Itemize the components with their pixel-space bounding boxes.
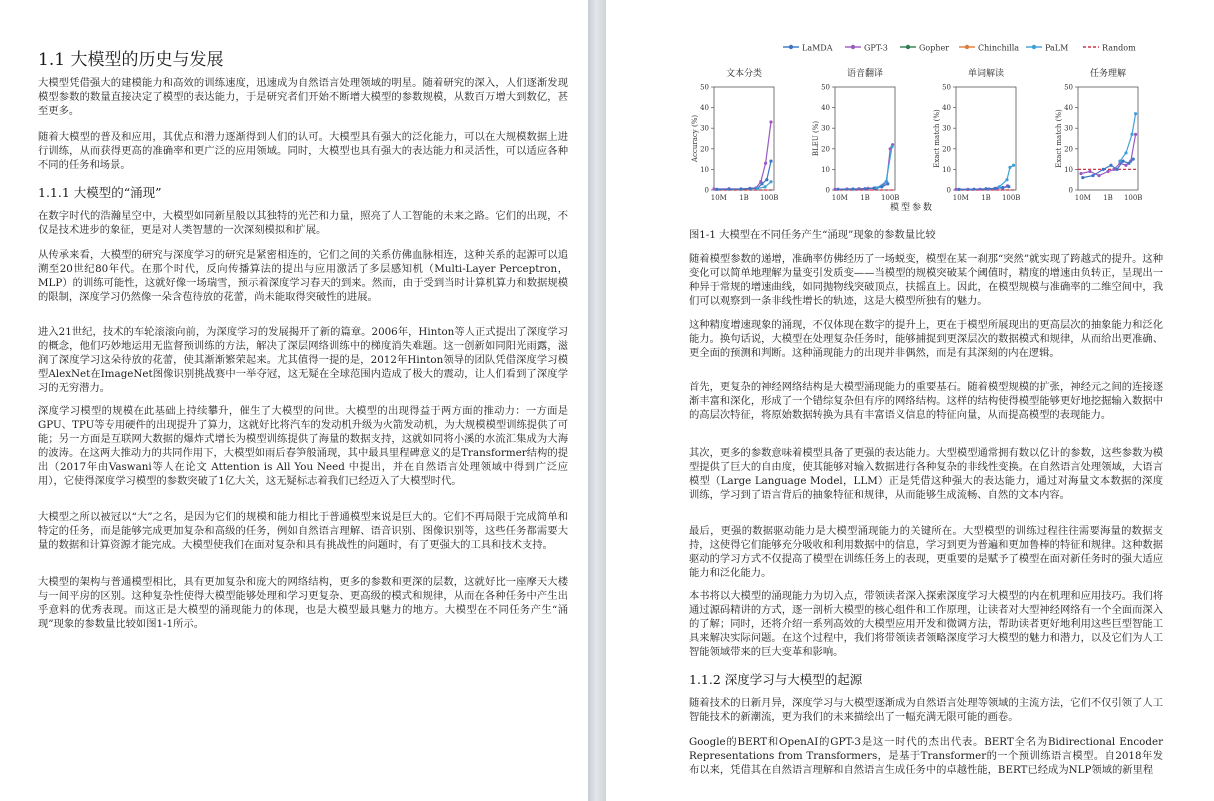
panel-3-gpt3-point (954, 188, 957, 191)
legend-marker-gpt-3 (851, 45, 855, 49)
body-paragraph-6: 大模型的架构与普通模型相比，具有更加复杂和庞大的网络结构，更多的参数和更深的层数，这就好比一座摩天大楼与一间平房的区别。这种复杂性使得大模型能够处理和学习更复杂、更高级的模式和规律，从而在各种任务中产生出乎意料的优秀表现。而这正是大模型的涌现能力的体现，也是大模型最具魅力的地方。大模型在不同任务产生“涌现”现象的参数量比较如图1-1所示。 (38, 576, 568, 630)
panel-3-palm-line (999, 165, 1013, 187)
panel-3-ytick-label: 0 (946, 186, 951, 195)
panel-1-lamda-point (748, 187, 751, 190)
panel-4-gpt3-point (1079, 172, 1082, 175)
panel-3-palm-point (1005, 178, 1008, 181)
right-paragraph-4: 其次，更多的参数意味着模型具备了更强的表达能力。大型模型通常拥有数以亿计的参数，这些参数为模型提供了巨大的自由度，使其能够对输入数据进行各种复杂的非线性变换。在自然语言处理领域，大语言模型（Large Language Model，LLM）正是凭借这种强大的表达能力，通过对海量文本数据的深度训练，学习到了语言背后的抽象特征和规律，从而能够生成流畅、自然的文本内容。 (689, 447, 1163, 501)
panel-1-gpt3-point (712, 187, 715, 190)
legend-label-palm: PaLM (1045, 43, 1069, 53)
panel-4-gpt3-point (1097, 174, 1100, 177)
panel-2-lamda-point (836, 188, 839, 191)
panel-1-ytick-label: 50 (700, 83, 709, 92)
panel-1-lamda-point (739, 187, 742, 190)
panel-3-ylabel: Exact match (%) (933, 109, 941, 168)
panel-2-xtick-label: 10M (831, 194, 848, 202)
panel-1-ytick-label: 30 (700, 124, 709, 133)
legend-label-gpt-3: GPT-3 (864, 43, 888, 53)
panel-1-lamda-point (760, 182, 763, 185)
panel-4-palm-point (1130, 133, 1133, 136)
panel-4-lamda-point (1081, 176, 1084, 179)
panel-1-gpt3-line (714, 122, 771, 189)
panel-3-frame (956, 87, 1016, 190)
panel-3-lamda-point (957, 188, 960, 191)
panel-2-ytick-label: 20 (821, 145, 830, 154)
emergence-chart (682, 30, 1182, 222)
left-page (0, 0, 588, 801)
panel-4-lamda-point (1121, 160, 1124, 163)
legend-marker-gopher (906, 45, 910, 49)
panel-1-palm-point (756, 187, 759, 190)
panel-1-palm-point (769, 180, 772, 183)
panel-4-ylabel: Exact match (%) (1055, 109, 1063, 168)
panel-1-title: 文本分类 (725, 69, 763, 79)
figure-caption: 图1-1 大模型在不同任务产生“涌现”现象的参数量比较 (689, 229, 936, 241)
legend-label-random: Random (1102, 43, 1136, 53)
panel-2-title: 语音翻译 (846, 69, 884, 79)
panel-1-xtick-label: 1B (739, 194, 749, 202)
legend-marker-lamda (789, 45, 793, 49)
body-paragraph-1: 在数字时代的浩瀚星空中，大模型如同新星般以其独特的光芒和力量，照亮了人工智能的未来之路。它们的出现，不仅是技术进步的象征，更是对人类智慧的一次深刻模拟和扩展。 (38, 210, 568, 236)
panel-4-lamda-point (1132, 158, 1135, 161)
panel-2-gpt3-point (833, 188, 836, 191)
panel-4-xtick-label: 100B (1123, 194, 1143, 202)
panel-2-lamda-point (851, 187, 854, 190)
panel-4-palm-point (1134, 112, 1137, 115)
legend-marker-palm (1032, 45, 1036, 49)
panel-4-frame (1078, 87, 1138, 190)
panel-3-xtick-label: 10M (952, 194, 969, 202)
panel-3-lamda-point (984, 187, 987, 190)
body-paragraph-3: 进入21世纪，技术的车轮滚滚向前，为深度学习的发展揭开了新的篇章。2006年，Hinton等人正式提出了深度学习的概念，他们巧妙地运用无监督预训练的方法，解决了深层网络训练中的梯度消失难题。这一创新如同阳光雨露，滋润了深度学习这朵待放的花蕾，使其渐渐繁荣起来。尤其值得一提的是，2012年Hinton领导的团队凭借深度学习模型AlexNet在ImageNet图像识别挑战赛中一举夺冠，这无疑在全球范围内造成了极大的震动，让人们看到了深度学习的无穷潜力。 (38, 326, 568, 394)
panel-3-palm-point (998, 185, 1001, 188)
right-paragraph-8: Google的BERT和OpenAI的GPT-3是这一时代的杰出代表。BERT全名为Bidirectional Encoder Representations from Transformers，是基于Transformer的一个预训练语言模型。自2018年发布以来，凭借其在自然语言理解和自然语言生成任务中的卓越性能，BERT已经成为NLP领域的新里程 (689, 736, 1163, 776)
right-paragraph-6: 本书将以大模型的涌现能力为切入点，带领读者深入探索深度学习大模型的内在机理和应用技巧。我们将通过源码精讲的方式，逐一剖析大模型的核心组件和工作原理，让读者对大型神经网络有一个全面而深入的了解；同时，还将介绍一系列高效的大模型应用开发和微调方法，帮助读者更好地利用这些巨型智能工具来解决实际问题。在这个过程中，我们将带领读者领略深度学习大模型的魅力和潜力，以及它们为人工智能领域带来的巨大变革和影响。 (689, 590, 1163, 658)
panel-3-xtick-label: 1B (981, 194, 991, 202)
panel-4-gpt3-point (1088, 170, 1091, 173)
panel-3-palm-point (1008, 166, 1011, 169)
panel-4-ytick-label: 30 (1064, 124, 1073, 133)
panel-2-palm-point (875, 186, 878, 189)
panel-4-gpt3-point (1124, 164, 1127, 167)
panel-1-lamda-point (765, 178, 768, 181)
intro-paragraph-1: 大模型凭借强大的建模能力和高效的训练速度，迅速成为自然语言处理领域的明星。随着研究的深入，人们逐渐发现模型参数的数量直接决定了模型的表达能力，于是研究者们开始不断增大模型的参数规模，从数百万增大到数亿，甚至更多。 (38, 77, 568, 117)
subsection-title-emergence: 1.1.1 大模型的“涌现” (38, 185, 162, 200)
panel-4-gpt3-point (1106, 170, 1109, 173)
panel-3-lamda-point (1007, 185, 1010, 188)
panel-2-ytick-label: 50 (821, 83, 830, 92)
right-page (606, 0, 1214, 801)
panel-4-ytick-label: 0 (1068, 186, 1073, 195)
panel-1-palm-point (763, 185, 766, 188)
body-paragraph-2: 从传承来看，大模型的研究与深度学习的研究是紧密相连的，它们之间的关系仿佛血脉相连，这种关系的起源可以追溯至20世纪80年代。在那个时代，反向传播算法的提出与应用激活了多层感知机（Multi-Layer Perceptron，MLP）的训练可能性，这就好像一场瑞雪，预示着深度学习春天的到来。然而，由于受到当时计算机算力和数据规模的限制，深度学习仍然像一朵含苞待放的花蕾，尚未能取得突破性的进展。 (38, 249, 568, 303)
legend-label-lamda: LaMDA (802, 43, 833, 53)
panel-1-ytick-label: 10 (700, 165, 709, 174)
panel-3-palm-point (1012, 164, 1015, 167)
panel-4-palm-line (1120, 114, 1136, 161)
panel-4-palm-point (1118, 160, 1121, 163)
panel-4-lamda-point (1127, 162, 1130, 165)
panel-3-ytick-label: 40 (942, 104, 951, 113)
chart-xlabel: 模型参数 (889, 203, 935, 213)
panel-1-ylabel: Accuracy (%) (691, 114, 699, 163)
panel-4-lamda-point (1102, 168, 1105, 171)
panel-1-frame (714, 87, 774, 190)
panel-2-ytick-label: 0 (825, 186, 830, 195)
right-paragraph-2: 这种精度增速现象的涌现，不仅体现在数字的提升上，更在于模型所展现出的更高层次的抽象能力和泛化能力。换句话说，大模型在处理复杂任务时，能够捕捉到更深层次的数据模式和规律，从而给出更准确、更全面的预测和判断。这种涌现能力的出现并非偶然，而是有其深刻的内在逻辑。 (689, 319, 1163, 359)
panel-4-lamda-point (1109, 164, 1112, 167)
panel-4-lamda-line (1083, 159, 1133, 178)
panel-1-lamda-point (769, 160, 772, 163)
panel-2-ytick-label: 30 (821, 124, 830, 133)
panel-4-xtick-label: 10M (1074, 194, 1091, 202)
body-paragraph-4: 深度学习模型的规模在此基础上持续攀升，催生了大模型的问世。大模型的出现得益于两方面的推动力：一方面是GPU、TPU等专用硬件的出现提升了算力，这就好比将汽车的发动机升级为火箭发动机，为大规模模型训练提供了可能；另一方面是互联网大数据的爆炸式增长为模型训练提供了海量的数据支持，这就如同将小溪的水流汇集成为大海的波涛。在这两大推动力的共同作用下，大模型如雨后春笋般涌现，其中最具里程碑意义的是Transformer结构的提出（2017年由Vaswani等人在论文 Attention is All You Need 中提出，并在自然语言处理领域中得到广泛应用），它使得深度学习模型的参数突破了1亿大关，这无疑标志着我们已经迈入了大模型时代。 (38, 405, 568, 487)
subsection-title-origins: 1.1.2 深度学习与大模型的起源 (689, 672, 863, 687)
panel-2-frame (835, 87, 895, 190)
panel-4-lamda-point (1115, 168, 1118, 171)
panel-3-title: 单词解读 (967, 69, 1005, 79)
panel-4-title: 任务理解 (1089, 69, 1127, 79)
panel-2-lamda-point (863, 187, 866, 190)
legend-label-chinchilla: Chinchilla (978, 43, 1020, 53)
panel-1-gpt3-point (764, 162, 767, 165)
right-paragraph-7: 随着技术的日新月异，深度学习与大模型逐渐成为自然语言处理等领域的主流方法，它们不仅引领了人工智能技术的新潮流，更为我们的未来描绘出了一幅充满无限可能的画卷。 (689, 697, 1163, 723)
panel-4-lamda-point (1091, 174, 1094, 177)
panel-4-palm-point (1124, 151, 1127, 154)
panel-3-ytick-label: 10 (942, 165, 951, 174)
panel-4-xtick-label: 1B (1103, 194, 1113, 202)
legend-label-gopher: Gopher (919, 43, 950, 53)
body-paragraph-5: 大模型之所以被冠以“大”之名，是因为它们的规模和能力相比于普通模型来说是巨大的。它们不再局限于完成简单和特定的任务，而是能够完成更加复杂和高级的任务，例如自然语言理解、语音识别、图像识别等，这些任务都需要大量的数据和计算资源才能完成。大模型使我们在面对复杂和具有挑战性的问题时，有了更强大的工具和技术支持。 (38, 511, 568, 551)
panel-3-ytick-label: 30 (942, 124, 951, 133)
right-paragraph-5: 最后，更强的数据驱动能力是大模型涌现能力的关键所在。大型模型的训练过程往往需要海量的数据支持，这使得它们能够充分吸收和利用数据中的信息，学习到更为普遍和更加鲁棒的特征和规律。这种数据驱动的学习方式不仅提高了模型在训练任务上的表现，更重要的是赋予了模型在面对新任务时的强大适应能力和泛化能力。 (689, 525, 1163, 579)
panel-1-ytick-label: 40 (700, 104, 709, 113)
panel-2-lamda-point (872, 187, 875, 190)
panel-2-palm-point (884, 180, 887, 183)
panel-2-xtick-label: 100B (880, 194, 900, 202)
right-paragraph-1: 随着模型参数的递增，准确率仿佛经历了一场蜕变，模型在某一刹那“突然”就实现了跨越式的提升。这种变化可以简单地理解为量变引发质变——当模型的规模突破某个阈值时，精度的增速由负转正，呈现出一种异于常规的增速曲线，如同抛物线突破顶点，扶摇直上。因此，在模型规模与准确率的二维空间中，我们可以观察到一条非线性增长的轨迹，这是大模型所独有的魅力。 (689, 253, 1163, 307)
right-paragraph-3: 首先，更复杂的神经网络结构是大模型涌现能力的重要基石。随着模型规模的扩张，神经元之间的连接逐渐丰富和深化，形成了一个错综复杂但有序的网络结构。这样的结构使得模型能够更好地挖掘输入数据中的高层次特征，将原始数据转换为具有丰富语义信息的特征向量，从而提高模型的表现能力。 (689, 381, 1163, 421)
panel-2-ylabel: BLEU (%) (812, 120, 820, 157)
legend-marker-chinchilla (965, 45, 969, 49)
panel-1-ytick-label: 0 (704, 186, 709, 195)
panel-3-lamda-point (972, 188, 975, 191)
panel-1-lamda-point (715, 188, 718, 191)
panel-4-ytick-label: 50 (1064, 83, 1073, 92)
panel-4-ytick-label: 10 (1064, 165, 1073, 174)
panel-1-ytick-label: 20 (700, 145, 709, 154)
panel-3-lamda-point (1001, 186, 1004, 189)
book-spine (588, 0, 606, 801)
intro-paragraph-2: 随着大模型的普及和应用，其优点和潜力逐渐得到人们的认可。大模型具有强大的泛化能力，可以在大规模数据上进行训练，从而获得更高的准确率和更广泛的应用领域。同时，大模型也具有强大的表达能力和灵活性，可以适应各种不同的任务和场景。 (38, 131, 568, 171)
panel-3-ytick-label: 20 (942, 145, 951, 154)
section-title: 1.1 大模型的历史与发展 (38, 50, 224, 70)
panel-1-lamda-point (727, 188, 730, 191)
panel-2-ytick-label: 10 (821, 165, 830, 174)
panel-1-gpt3-point (769, 120, 772, 123)
panel-3-ytick-label: 50 (942, 83, 951, 92)
panel-4-ytick-label: 20 (1064, 145, 1073, 154)
panel-3-lamda-point (993, 187, 996, 190)
panel-2-xtick-label: 1B (860, 194, 870, 202)
panel-2-ytick-label: 40 (821, 104, 830, 113)
panel-4-gpt3-point (1134, 133, 1137, 136)
panel-2-palm-point (890, 145, 893, 148)
panel-3-xtick-label: 100B (1001, 194, 1021, 202)
panel-4-ytick-label: 40 (1064, 104, 1073, 113)
panel-1-xtick-label: 100B (759, 194, 779, 202)
panel-1-xtick-label: 10M (710, 194, 727, 202)
